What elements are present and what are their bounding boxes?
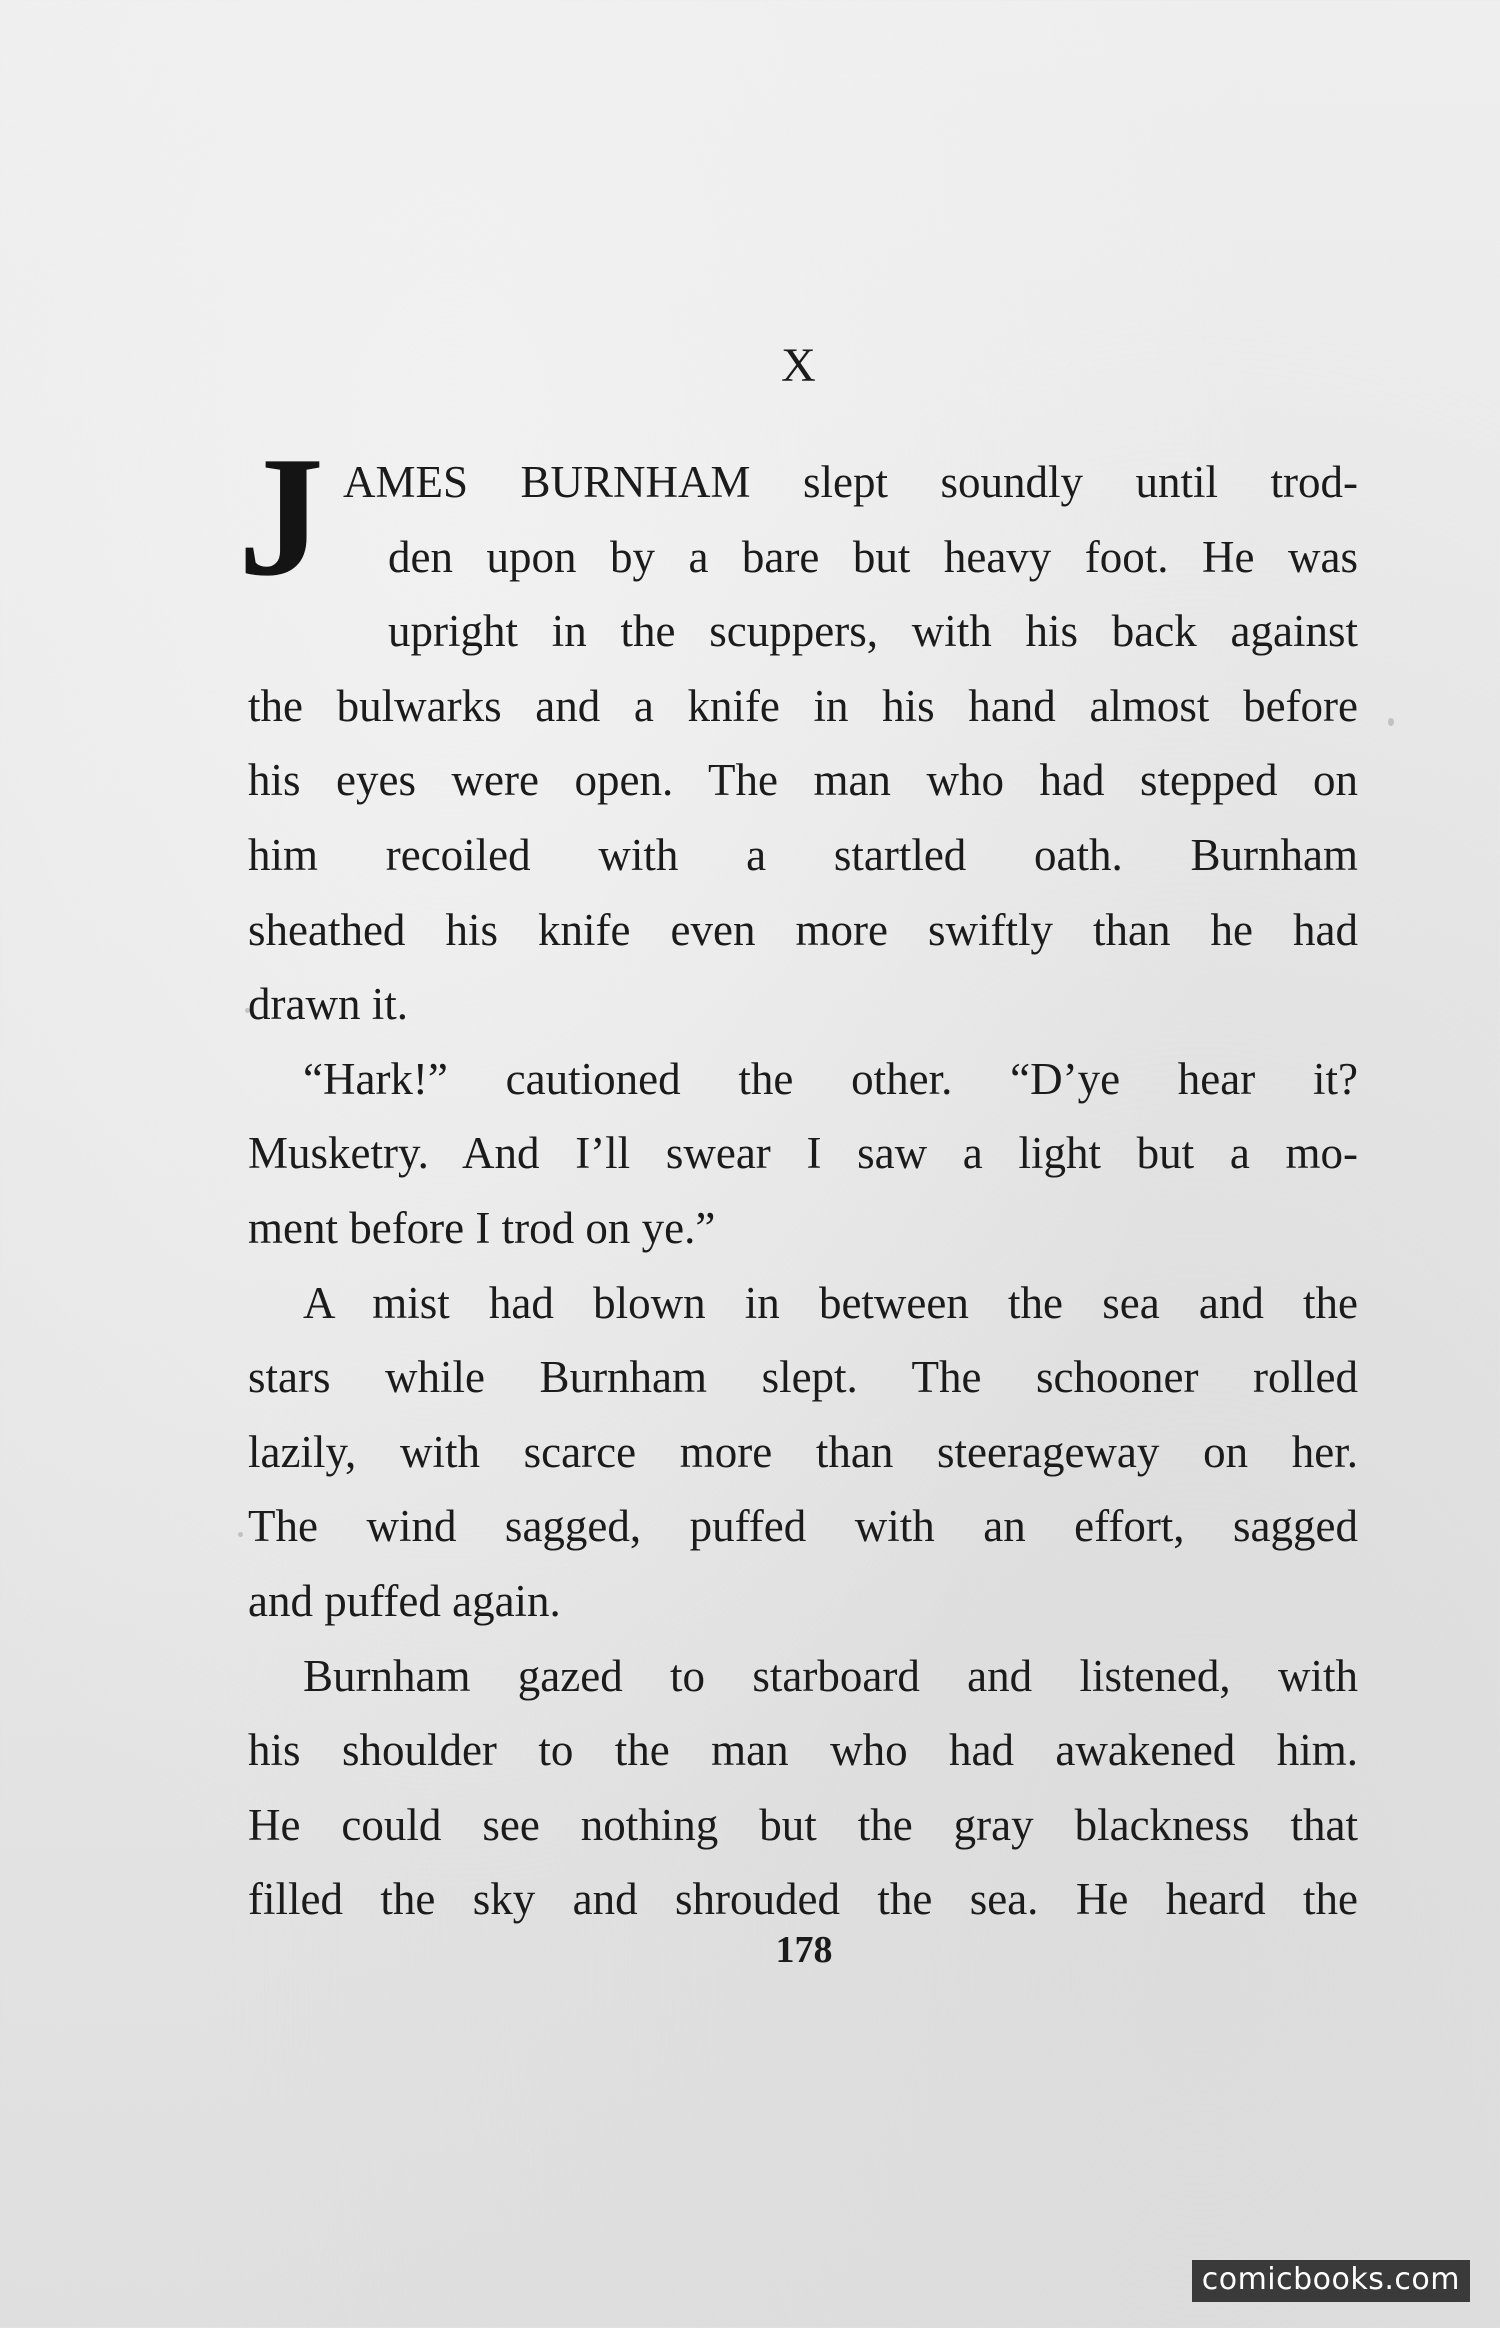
text-line: “Hark!” cautioned the other. “D’ye hear it? bbox=[303, 1053, 1358, 1104]
text-line: filled the sky and shrouded the sea. He heard the bbox=[248, 1874, 1358, 1925]
text-line: stars while Burnham slept. The schooner rolled bbox=[248, 1352, 1358, 1403]
text-line: The wind sagged, puffed with an effort, sagged bbox=[248, 1501, 1358, 1552]
text-line: ment before I trod on ye.” bbox=[248, 1202, 716, 1253]
text-line: sheathed his knife even more swiftly than he had bbox=[248, 904, 1358, 955]
paper-speck bbox=[238, 1532, 243, 1537]
text-line: and puffed again. bbox=[248, 1575, 561, 1626]
text-line: Burnham gazed to starboard and listened, with bbox=[303, 1650, 1358, 1701]
text-line: Musketry. And I’ll swear I saw a light but a mo- bbox=[248, 1128, 1358, 1179]
text-line: upright in the scuppers, with his back against bbox=[388, 606, 1358, 657]
text-line: his eyes were open. The man who had stepped on bbox=[248, 755, 1358, 806]
text-line: his shoulder to the man who had awakened him. bbox=[248, 1725, 1358, 1776]
chapter-heading: X bbox=[781, 339, 817, 392]
page-number: 178 bbox=[775, 1929, 833, 1971]
text-line: He could see nothing but the gray blackness that bbox=[248, 1799, 1358, 1850]
text-line: him recoiled with a startled oath. Burnham bbox=[248, 829, 1358, 880]
text-line: AMES BURNHAM slept soundly until trod- bbox=[343, 457, 1358, 507]
text-line: lazily, with scarce more than steerageway on her. bbox=[248, 1426, 1358, 1477]
text-line: drawn it. bbox=[248, 979, 408, 1030]
body-text bbox=[238, 422, 1358, 1937]
drop-cap: J bbox=[238, 422, 324, 612]
watermark: comicbooks.com bbox=[1192, 2260, 1470, 2302]
text-line: the bulwarks and a knife in his hand almost before bbox=[248, 680, 1358, 731]
text-line: den upon by a bare but heavy foot. He was bbox=[388, 531, 1358, 582]
text-line: A mist had blown in between the sea and the bbox=[303, 1277, 1358, 1328]
paper-speck bbox=[1388, 718, 1394, 726]
